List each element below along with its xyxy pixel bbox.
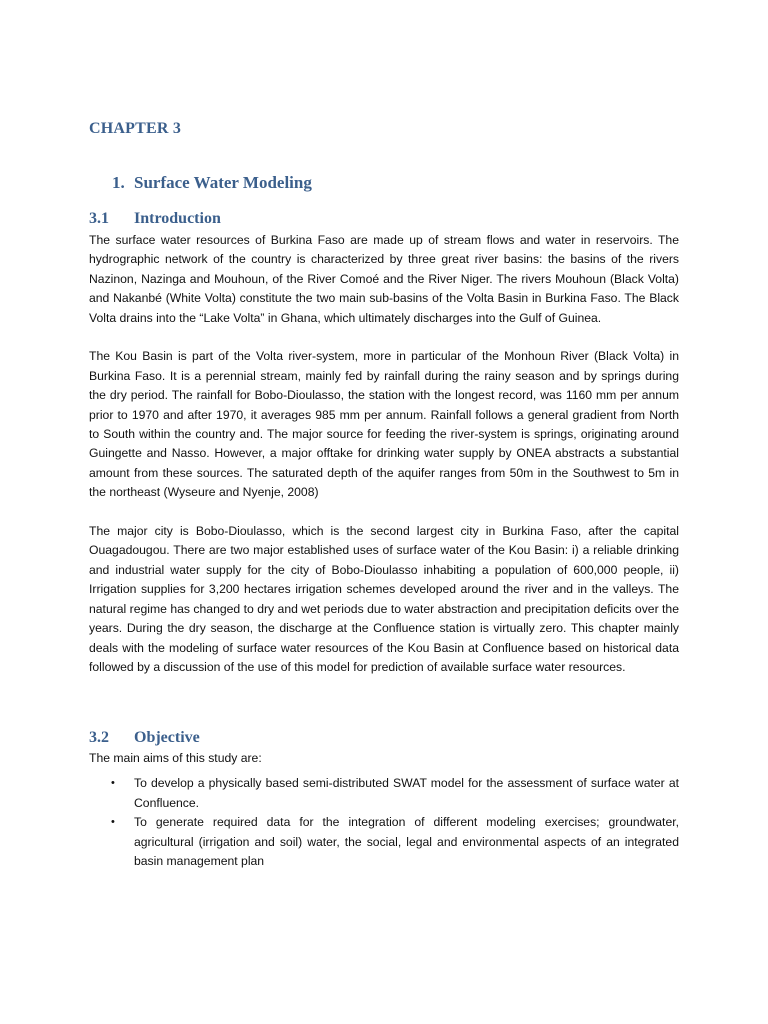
introduction-section (89, 208, 679, 677)
introduction-title: Introduction (134, 210, 221, 227)
section-heading-surface-water-modeling (112, 173, 312, 193)
objective-title: Objective (134, 729, 200, 746)
objective-list (89, 774, 679, 871)
objective-heading (89, 727, 679, 749)
list-item (89, 774, 679, 813)
intro-paragraph-1: The surface water resources of Burkina Faso are made up of stream flows and water in reservoirs. The hydrographic network of the country is characterized by three great river basins: the basins of the rivers Nazinon, Nazinga and Mouhoun, of the River Comoé and the River Niger. The rivers Mouhoun (Black Volta) and Nakanbé (White Volta) constitute the two main sub-basins of the Volta Basin in Burkina Faso. The Black Volta drains into the “Lake Volta” in Ghana, which ultimately discharges into the Gulf of Guinea. (89, 233, 679, 325)
intro-paragraph-3: The major city is Bobo-Dioulasso, which is the second largest city in Burkina Faso, after the capital Ouagadougou. There are two major established uses of surface water of the Kou Basin: i) a reliable drinking and industrial water supply for the city of Bobo-Dioulasso inhabiting a population of 600,000 people, ii) Irrigation supplies for 3,200 hectares irrigation schemes developed around the river and in the valleys. The natural regime has changed to dry and wet periods due to water abstraction and precipitation deficits over the years. During the dry season, the discharge at the Confluence station is virtually zero. This chapter mainly deals with the modeling of surface water resources of the Kou Basin at Confluence based on historical data followed by a discussion of the use of this model for prediction of available surface water resources. (89, 524, 679, 674)
objective-lead: The main aims of this study are: (89, 751, 262, 765)
section-number: 1. (112, 173, 125, 192)
list-item (89, 813, 679, 871)
section-title: Surface Water Modeling (134, 173, 312, 192)
bullet-icon: • (111, 816, 115, 829)
list-item-text: To develop a physically based semi-distributed SWAT model for the assessment of surface water at Confluence. (134, 776, 679, 810)
introduction-heading (89, 208, 679, 230)
chapter-title: CHAPTER 3 (89, 120, 182, 137)
objective-section (89, 727, 679, 871)
intro-paragraph-2: The Kou Basin is part of the Volta river-system, more in particular of the Monhoun River (Black Volta) in Burkina Faso. It is a perennial stream, mainly fed by rainfall during the rainy season and by springs during the dry period. The rainfall for Bobo-Dioulasso, the station with the longest record, was 1160 mm per annum prior to 1970 and after 1970, it averages 985 mm per annum. Rainfall follows a general gradient from North to South within the country and. The major source for feeding the river-system is springs, originating around Guingette and Nasso. However, a major offtake for drinking water supply by ONEA abstracts a substantial amount from these sources. The saturated depth of the aquifer ranges from 50m in the Southwest to 5m in the northeast (Wyseure and Nyenje, 2008) (89, 349, 679, 500)
introduction-number: 3.1 (89, 210, 109, 227)
objective-number: 3.2 (89, 729, 109, 746)
bullet-icon: • (111, 777, 115, 790)
list-item-text: To generate required data for the integration of different modeling exercises; groundwater, agricultural (irrigation and soil) water, the social, legal and environmental aspects of an integrated basin management plan (134, 815, 679, 869)
